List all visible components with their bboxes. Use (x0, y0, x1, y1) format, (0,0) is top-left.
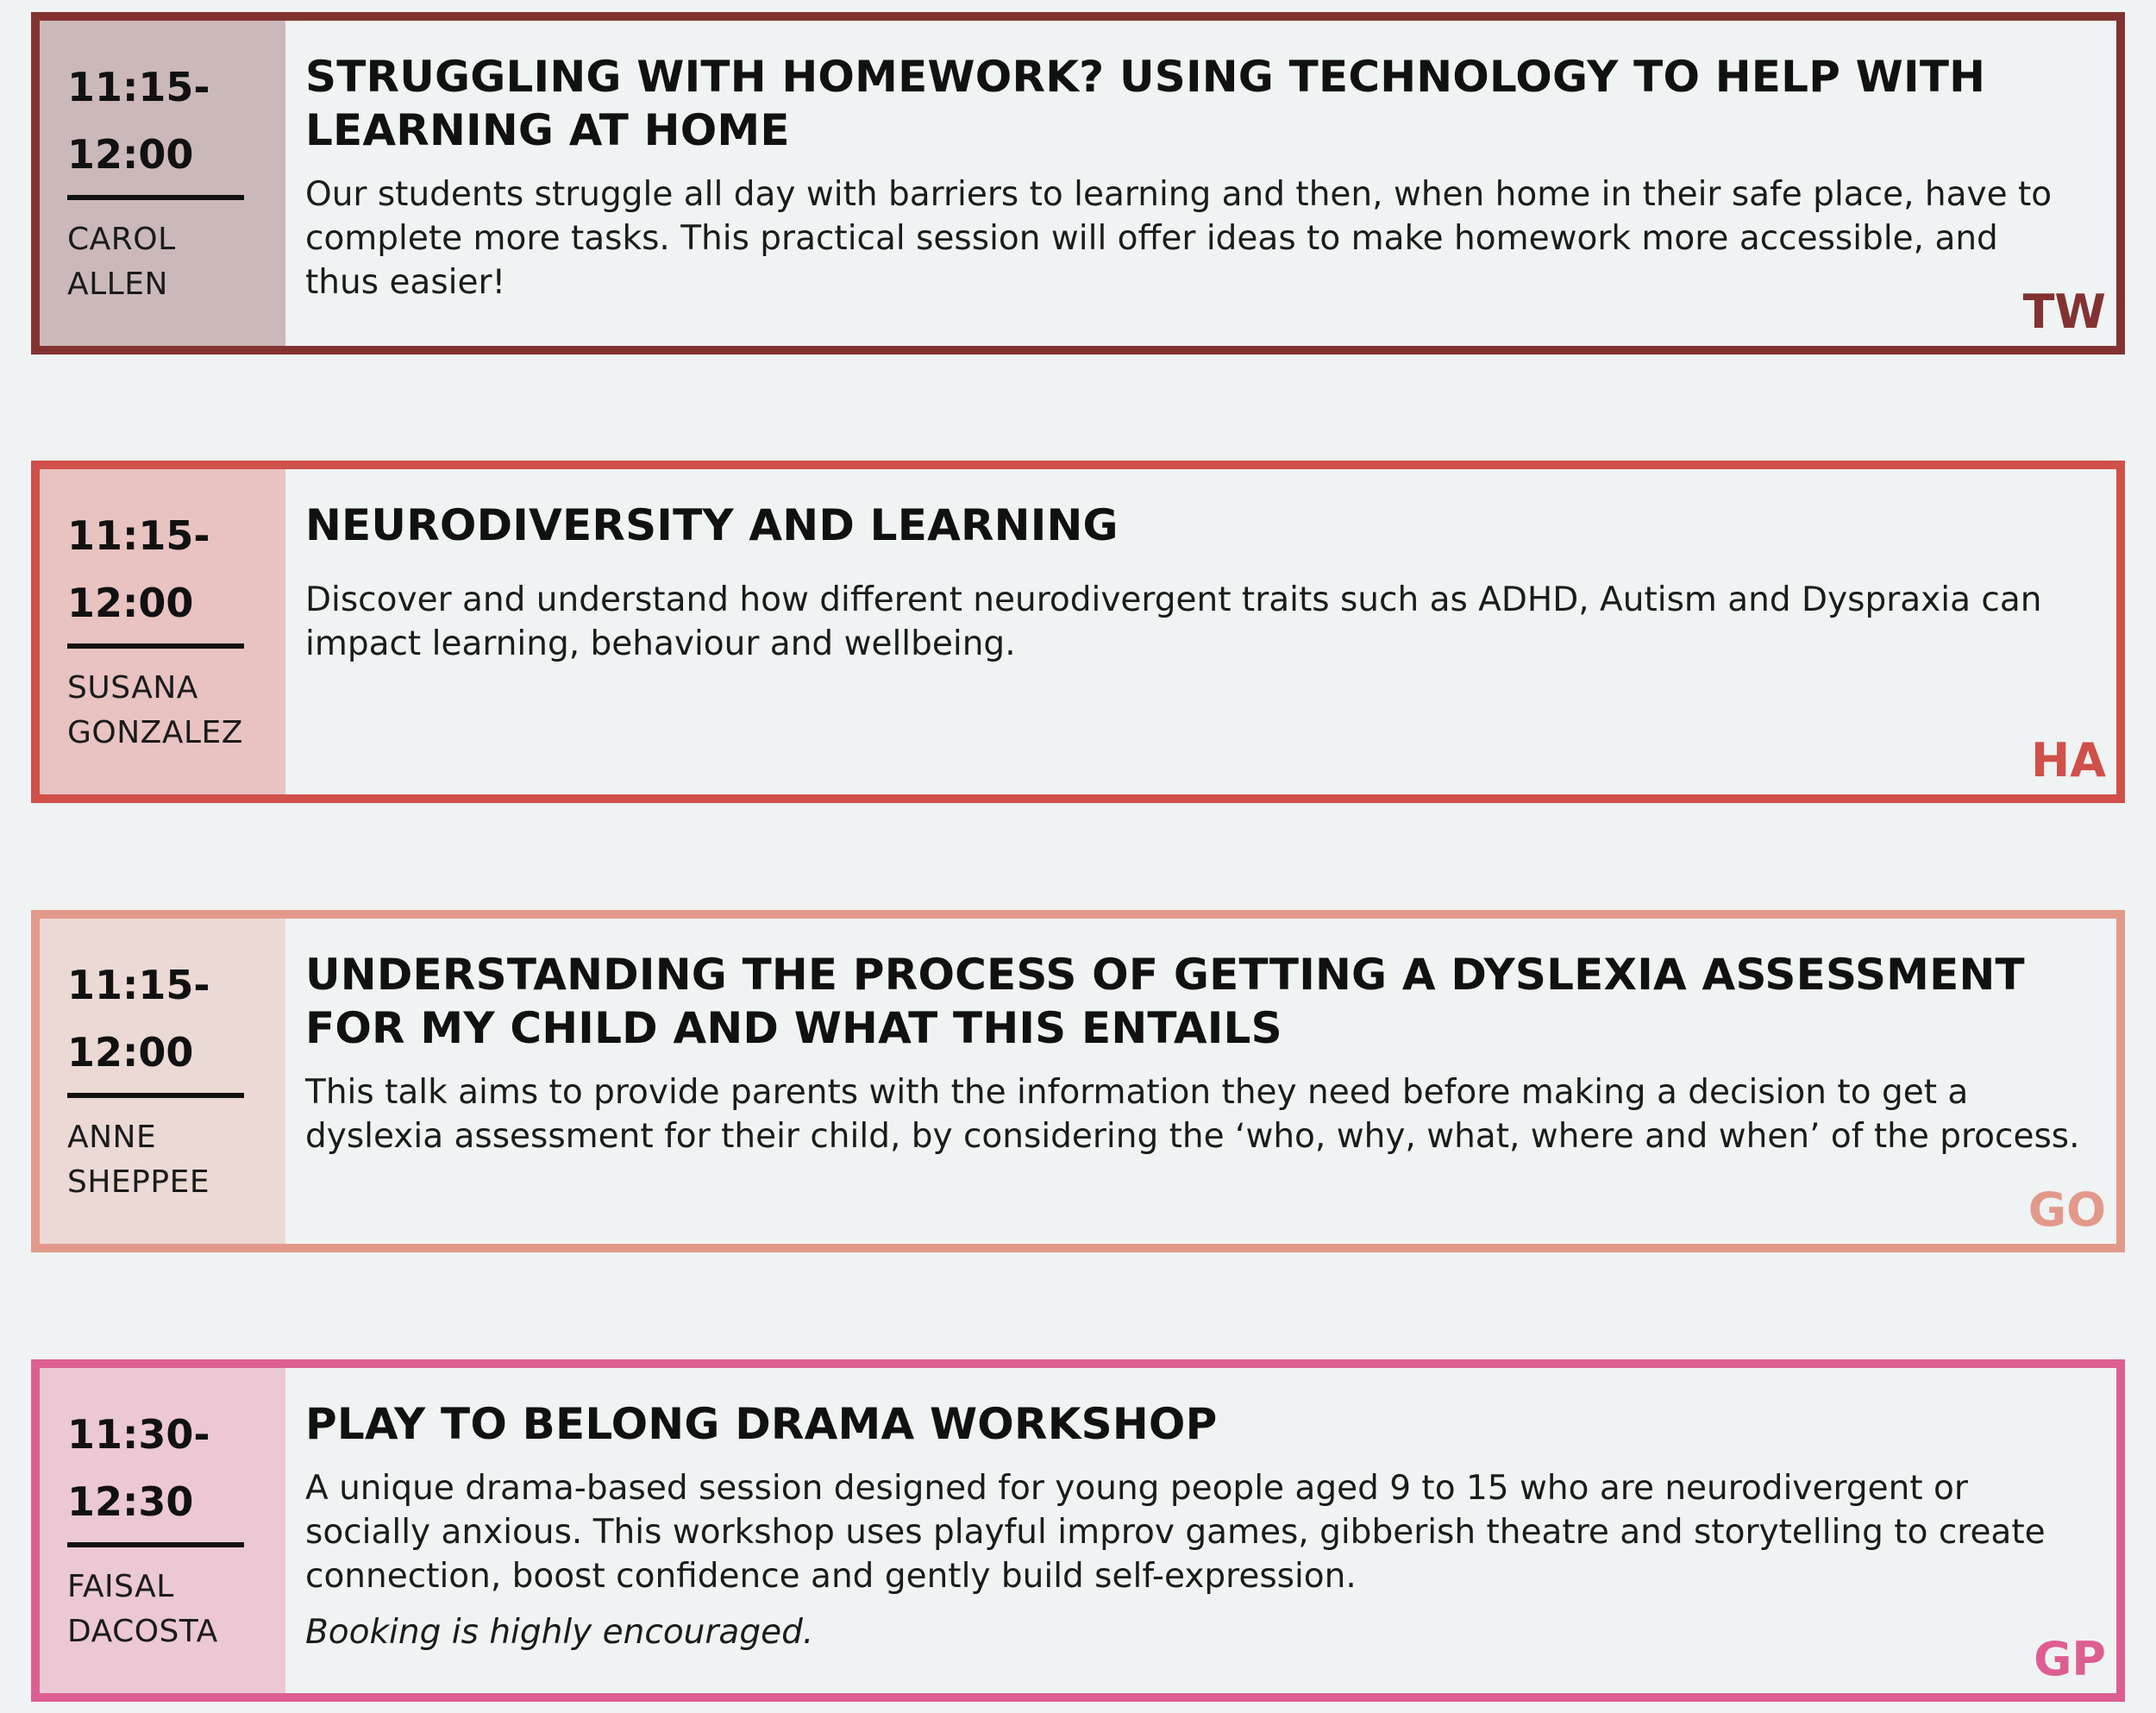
session-content (305, 50, 2082, 304)
booking-note: Booking is highly encouraged. (305, 1613, 814, 1652)
room-code: GO (2028, 1183, 2106, 1237)
speaker-name (67, 666, 243, 756)
session-description: A unique drama-based session designed for young people aged 9 to 15 who are neurodivergent or socially anxious. This workshop uses playful improv games, gibberish theatre and storytelling to create connection, boost confidence and gently build self-expression. (305, 1469, 2046, 1596)
divider (67, 195, 244, 200)
divider (67, 1542, 244, 1547)
session-card-neurodiversity (31, 461, 2125, 803)
speaker-first-name: CAROL (67, 222, 176, 257)
session-title: UNDERSTANDING THE PROCESS OF GETTING A DYSLEXIA ASSESSMENT FOR MY CHILD AND WHAT THIS ENTAILS (305, 950, 2025, 1053)
session-sidebar (40, 469, 285, 794)
session-time-end: 12:00 (67, 1029, 194, 1076)
speaker-first-name: FAISAL (67, 1569, 174, 1604)
session-time-start: 11:15- (67, 512, 210, 559)
speaker-name (67, 1115, 210, 1205)
speaker-last-name: SHEPPEE (67, 1164, 210, 1200)
session-sidebar (40, 1368, 285, 1693)
session-description: Our students struggle all day with barriers to learning and then, when home in their safe place, have to complete more tasks. This practical session will offer ideas to make homework more accessible, and thus easier! (305, 175, 2053, 302)
session-content (305, 499, 2082, 666)
room-code: GP (2034, 1632, 2106, 1686)
session-content (305, 1397, 2082, 1654)
speaker-first-name: ANNE (67, 1120, 157, 1155)
session-card-homework-technology (31, 12, 2125, 355)
divider (67, 1093, 244, 1098)
speaker-name (67, 1565, 218, 1654)
session-time-end: 12:30 (67, 1478, 194, 1525)
speaker-last-name: GONZALEZ (67, 715, 243, 750)
room-code: HA (2031, 733, 2106, 787)
divider (67, 643, 244, 649)
speaker-last-name: ALLEN (67, 267, 168, 302)
speaker-last-name: DACOSTA (67, 1614, 218, 1649)
speaker-first-name: SUSANA (67, 670, 198, 706)
session-time-start: 11:15- (67, 64, 210, 110)
session-title: PLAY TO BELONG DRAMA WORKSHOP (305, 1399, 1218, 1449)
speaker-name (67, 217, 176, 307)
session-sidebar (40, 21, 285, 346)
session-title: STRUGGLING WITH HOMEWORK? USING TECHNOLOGY TO HELP WITH LEARNING AT HOME (305, 52, 1986, 155)
session-time-start: 11:30- (67, 1411, 210, 1458)
session-time (67, 502, 210, 637)
session-card-dyslexia-assessment (31, 910, 2125, 1252)
session-time-end: 12:00 (67, 131, 194, 178)
session-sidebar (40, 919, 285, 1244)
session-time (67, 53, 210, 188)
session-content (305, 948, 2082, 1158)
session-description: Discover and understand how different neurodivergent traits such as ADHD, Autism and Dyspraxia can impact learning, behaviour and wellbeing. (305, 580, 2042, 663)
session-time-start: 11:15- (67, 962, 210, 1008)
session-card-drama-workshop (31, 1359, 2125, 1702)
session-time (67, 951, 210, 1086)
session-time-end: 12:00 (67, 580, 194, 626)
room-code: TW (2022, 285, 2106, 339)
session-title: NEURODIVERSITY AND LEARNING (305, 500, 1119, 550)
session-description: This talk aims to provide parents with the information they need before making a decision to get a dyslexia assessment for their child, by considering the ‘who, why, what, where and when’ of the process. (305, 1073, 2080, 1156)
session-time (67, 1401, 210, 1535)
